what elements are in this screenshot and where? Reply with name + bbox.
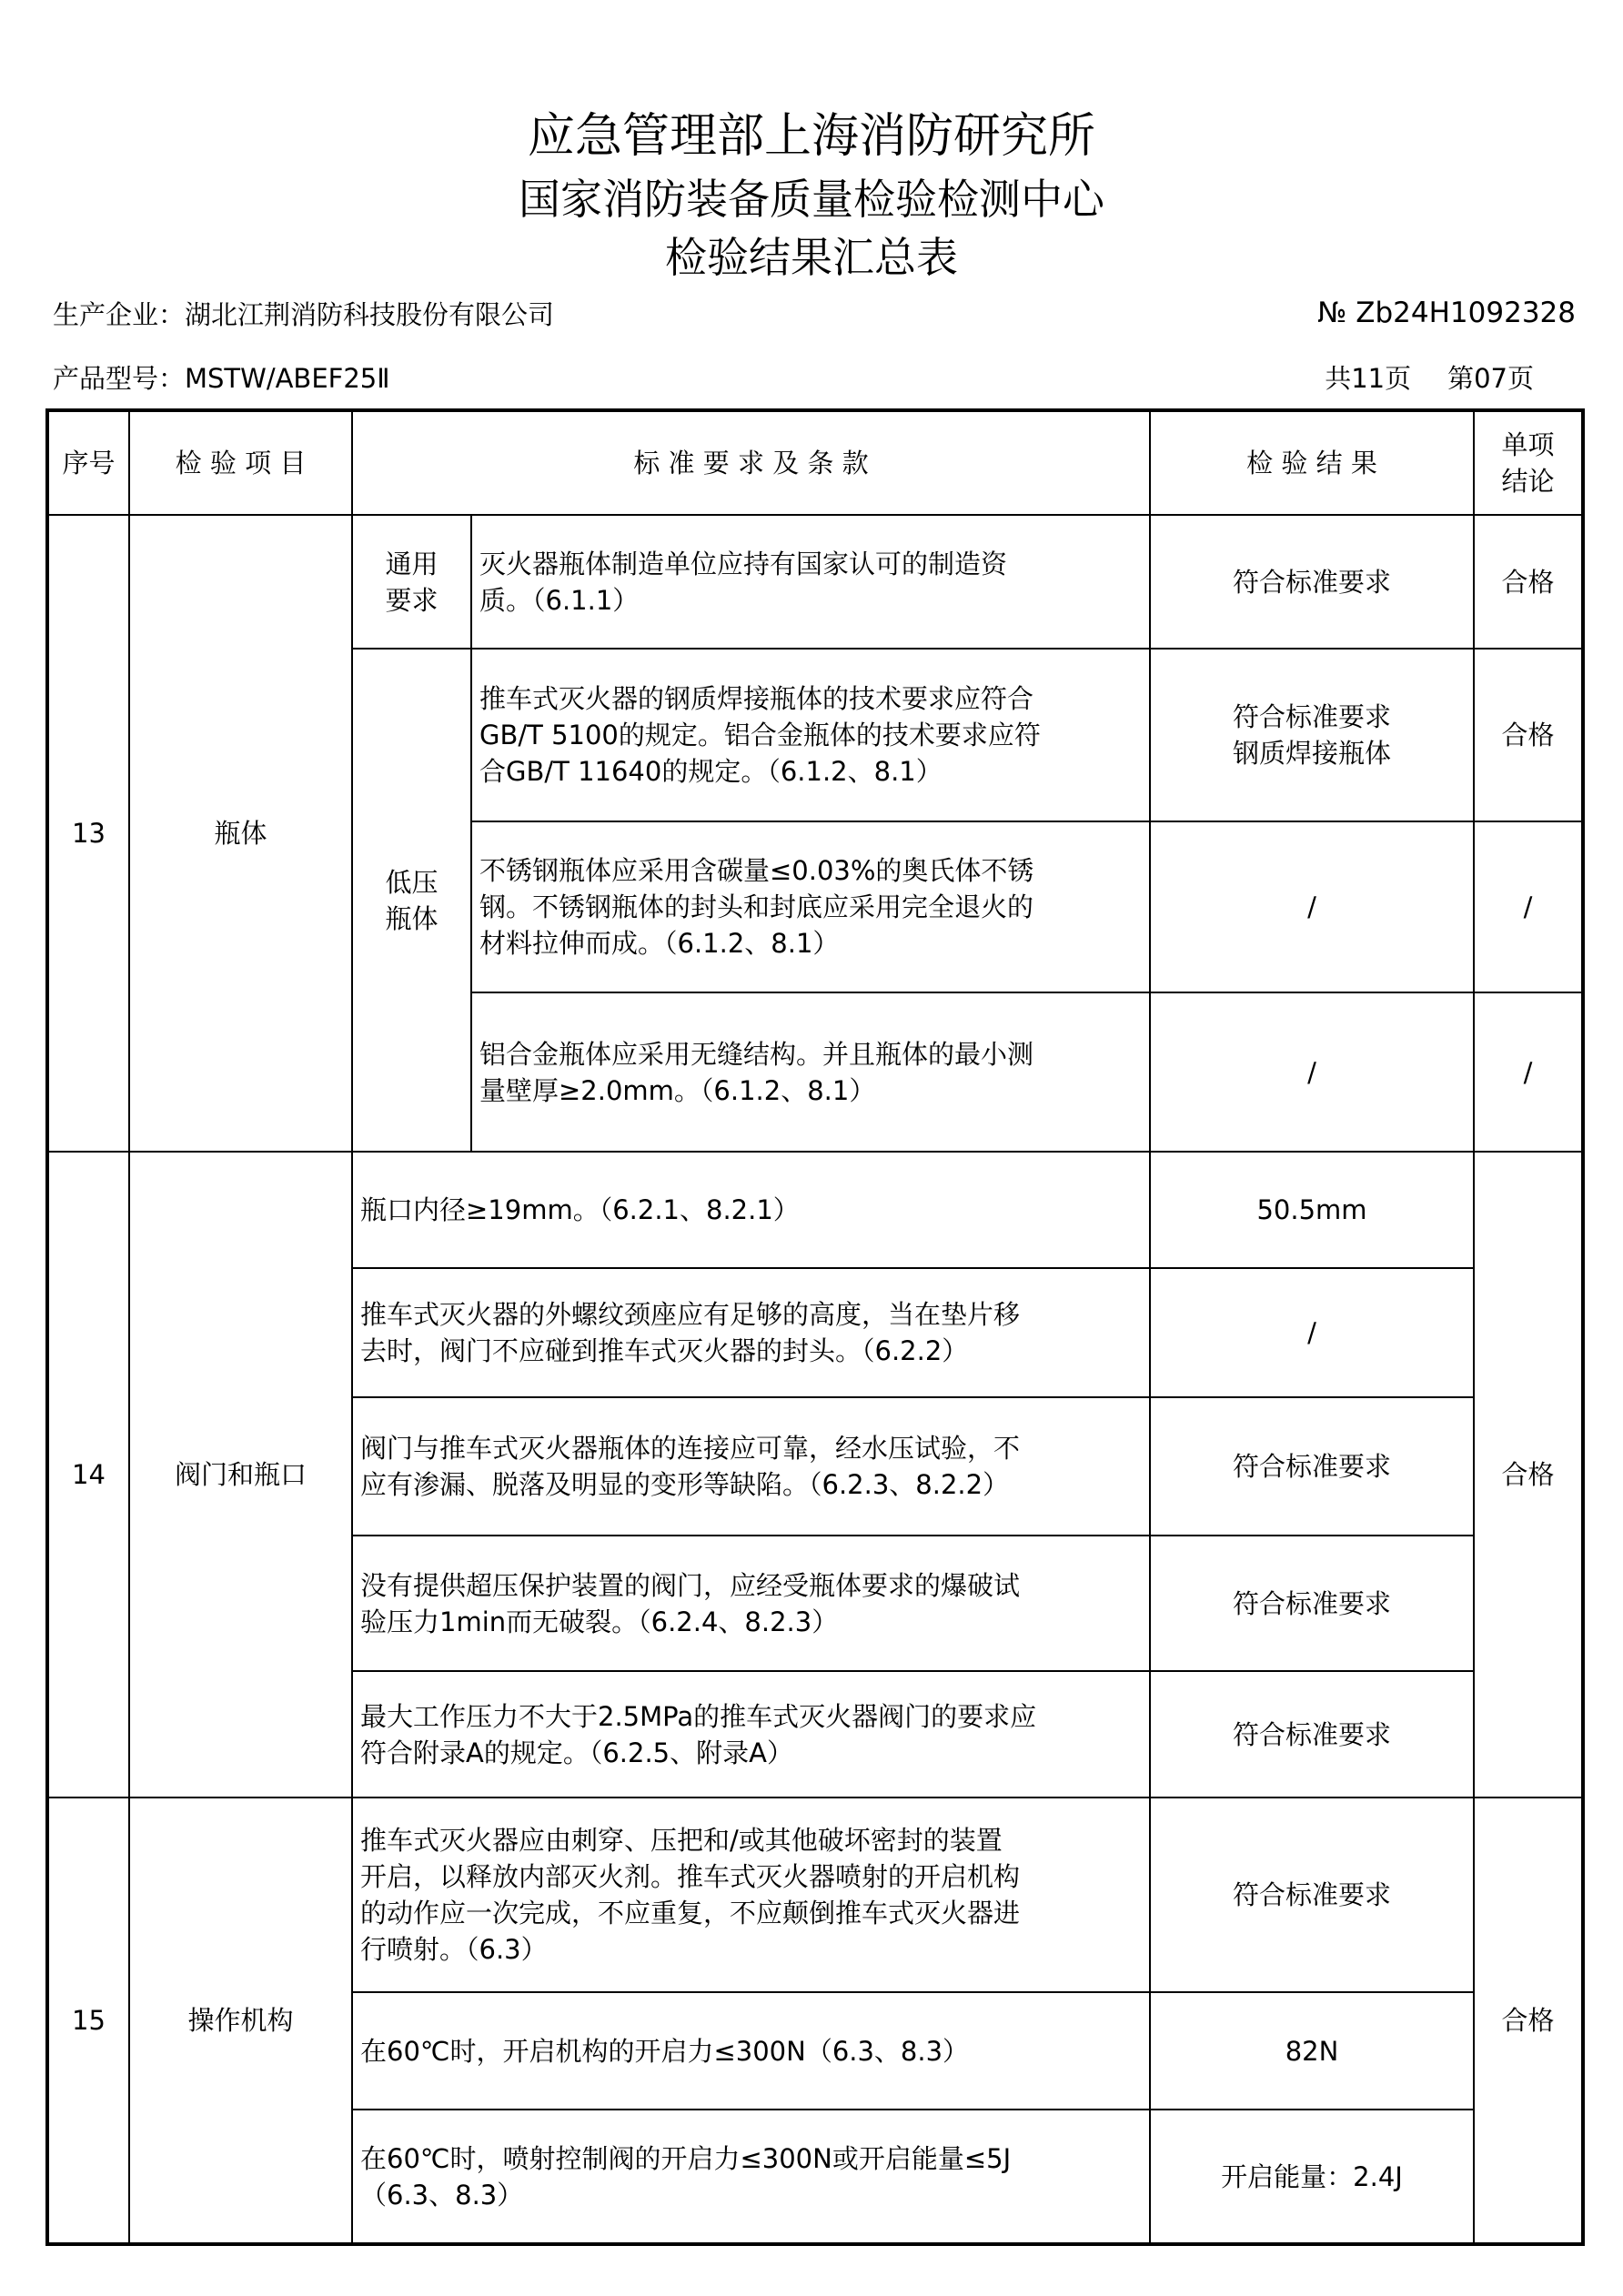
requirement-text: 推车式灭火器的钢质焊接瓶体的技术要求应符合 GB/T 5100的规定。铝合金瓶体的技术要求应符 合GB/T 11640的规定。（6.1.2、8.1）	[471, 649, 1150, 821]
institute-title: 应急管理部上海消防研究所	[527, 109, 1095, 164]
current-page: 第07页	[1447, 363, 1534, 394]
result-text: 符合标准要求	[1150, 1671, 1474, 1798]
header-requirement: 标 准 要 求 及 条 款	[352, 410, 1150, 515]
conclusion-text: /	[1474, 992, 1583, 1152]
low-pressure-cylinder-label: 低压 瓶体	[352, 649, 471, 1152]
requirement-text: 推车式灭火器的外螺纹颈座应有足够的高度，当在垫片移 去时，阀门不应碰到推车式灭火器的封头。（6.2.2）	[352, 1268, 1150, 1397]
header-row	[47, 410, 1583, 515]
result-text: 符合标准要求	[1150, 515, 1474, 649]
table-row	[47, 515, 1583, 649]
result-text: 符合标准要求	[1150, 1397, 1474, 1536]
product-model: 产品型号：MSTW/ABEF25Ⅱ	[53, 363, 390, 394]
general-requirements-label: 通用 要求	[352, 515, 471, 649]
header-result: 检 验 结 果	[1150, 410, 1474, 515]
item-14-seq: 14	[47, 1152, 129, 1798]
requirement-text: 阀门与推车式灭火器瓶体的连接应可靠，经水压试验，不 应有渗漏、脱落及明显的变形等缺陷。（6.2.3、8.2.2）	[352, 1397, 1150, 1536]
item-13-name: 瓶体	[129, 515, 352, 1152]
result-text: 符合标准要求	[1150, 1798, 1474, 1992]
requirement-text: 瓶口内径≥19mm。（6.2.1、8.2.1）	[352, 1152, 1150, 1268]
total-pages: 共11页	[1325, 363, 1412, 394]
result-text: /	[1150, 992, 1474, 1152]
header-item: 检 验 项 目	[129, 410, 352, 515]
report-number: № Zb24H1092328	[1317, 297, 1576, 329]
inspection-results-table	[45, 408, 1585, 2246]
result-text: /	[1150, 821, 1474, 992]
requirement-text: 没有提供超压保护装置的阀门，应经受瓶体要求的爆破试 验压力1min而无破裂。（6.2.4、8.2.3）	[352, 1536, 1150, 1671]
table-title: 检验结果汇总表	[665, 233, 958, 282]
requirement-text: 推车式灭火器应由刺穿、压把和/或其他破坏密封的装置 开启，以释放内部灭火剂。推车式灭火器喷射的开启机构 的动作应一次完成，不应重复，不应颠倒推车式灭火器进 行喷射。（6.3）	[352, 1798, 1150, 1992]
result-text: 50.5mm	[1150, 1152, 1474, 1268]
requirement-text: 灭火器瓶体制造单位应持有国家认可的制造资 质。（6.1.1）	[471, 515, 1150, 649]
conclusion-text: 合格	[1474, 515, 1583, 649]
requirement-text: 铝合金瓶体应采用无缝结构。并且瓶体的最小测 量壁厚≥2.0mm。（6.1.2、8.1）	[471, 992, 1150, 1152]
requirement-text: 在60℃时，开启机构的开启力≤300N（6.3、8.3）	[352, 1992, 1150, 2110]
item-15-conclusion: 合格	[1474, 1798, 1583, 2244]
conclusion-text: /	[1474, 821, 1583, 992]
header-conclusion: 单项 结论	[1474, 410, 1583, 515]
item-15-seq: 15	[47, 1798, 129, 2244]
manufacturer: 生产企业：湖北江荆消防科技股份有限公司	[53, 299, 555, 330]
center-title: 国家消防装备质量检验检测中心	[519, 175, 1104, 224]
page-info	[1325, 362, 1534, 395]
table-row	[47, 1798, 1583, 1992]
item-14-name: 阀门和瓶口	[129, 1152, 352, 1798]
result-text: 符合标准要求	[1150, 1536, 1474, 1671]
item-13-seq: 13	[47, 515, 129, 1152]
header-seq: 序号	[47, 410, 129, 515]
table-row	[47, 1152, 1583, 1268]
result-text: /	[1150, 1268, 1474, 1397]
conclusion-text: 合格	[1474, 649, 1583, 821]
requirement-text: 在60℃时，喷射控制阀的开启力≤300N或开启能量≤5J （6.3、8.3）	[352, 2110, 1150, 2244]
item-15-name: 操作机构	[129, 1798, 352, 2244]
result-text: 82N	[1150, 1992, 1474, 2110]
requirement-text: 最大工作压力不大于2.5MPa的推车式灭火器阀门的要求应 符合附录A的规定。（6.2.5、附录A）	[352, 1671, 1150, 1798]
result-text: 开启能量：2.4J	[1150, 2110, 1474, 2244]
requirement-text: 不锈钢瓶体应采用含碳量≤0.03%的奥氏体不锈 钢。不锈钢瓶体的封头和封底应采用完全退火的 材料拉伸而成。（6.1.2、8.1）	[471, 821, 1150, 992]
result-text: 符合标准要求 钢质焊接瓶体	[1150, 649, 1474, 821]
item-14-conclusion: 合格	[1474, 1152, 1583, 1798]
